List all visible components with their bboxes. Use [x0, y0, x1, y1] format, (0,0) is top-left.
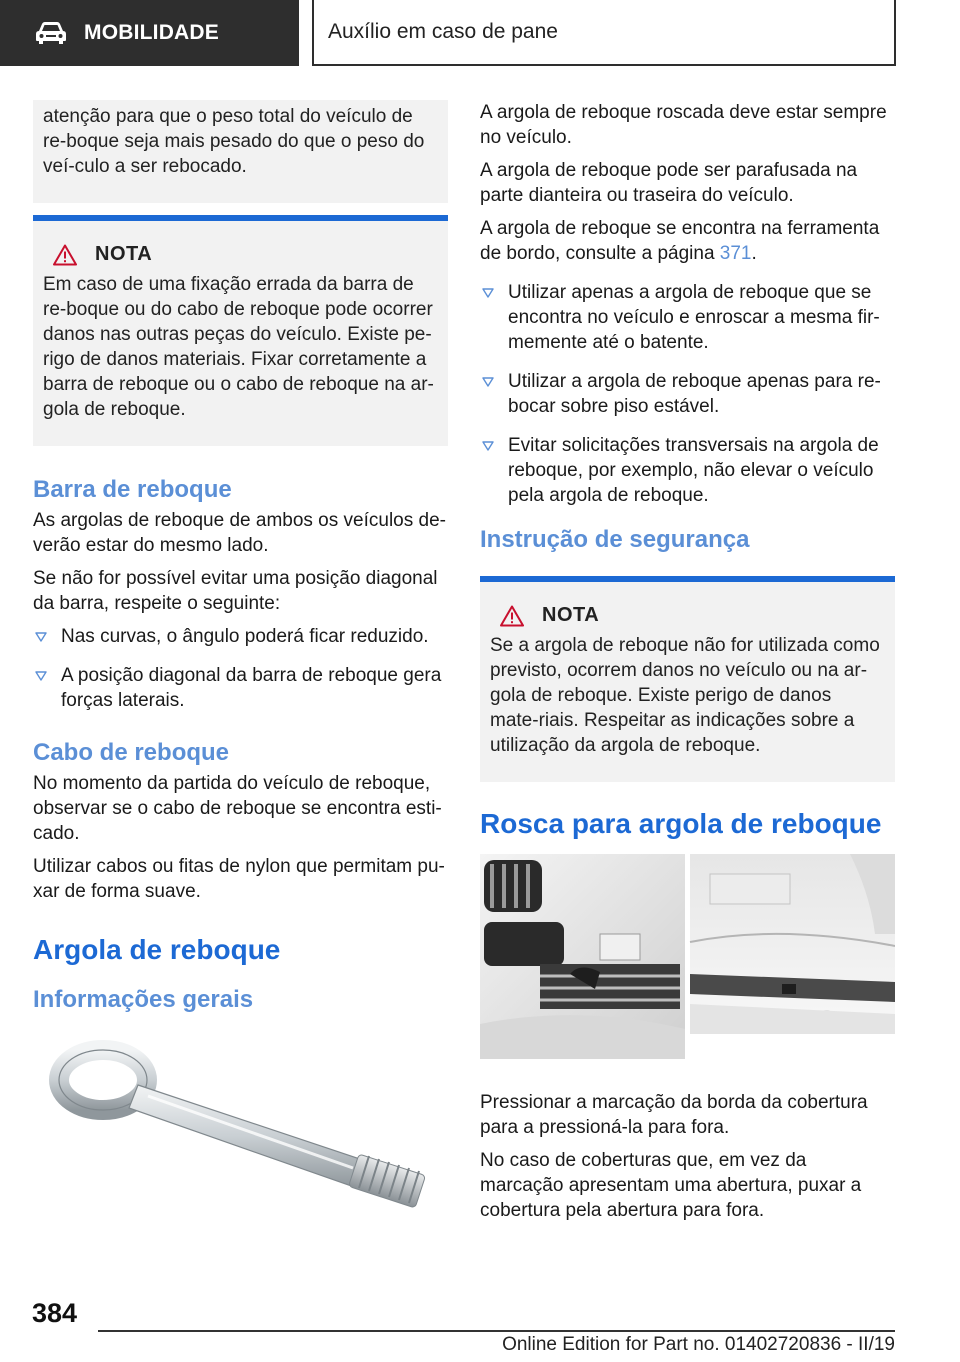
note-title: NOTA	[95, 243, 153, 265]
note-header	[43, 243, 438, 266]
heading-barra-de-reboque: Barra de reboque	[33, 476, 232, 503]
paragraph-text: A argola de reboque se encontra na ferramenta de bordo, consulte a página	[480, 218, 880, 264]
bullet-list	[480, 280, 895, 508]
footer-divider	[98, 1330, 895, 1332]
note-box	[33, 215, 448, 446]
paragraph: As argolas de reboque de ambos os veículos de-verão estar do mesmo lado.	[33, 510, 446, 556]
tow-hook-socket-image	[480, 854, 895, 1059]
paragraph-text: .	[751, 243, 757, 264]
heading-instrucao-de-seguranca: Instrução de segurança	[480, 526, 750, 553]
triangle-bullet-icon	[482, 441, 494, 451]
list-item-text: Utilizar apenas a argola de reboque que se encontra no veículo e enroscar a mesma fir-memente até o batente.	[508, 282, 880, 353]
bullet-list	[33, 624, 448, 713]
page-header	[0, 0, 960, 66]
list-item	[480, 280, 895, 355]
triangle-bullet-icon	[482, 288, 494, 298]
warning-icon	[53, 244, 77, 266]
heading-rosca-para-argola: Rosca para argola de reboque	[480, 808, 882, 839]
page-number: 384	[32, 1298, 78, 1328]
paragraph: No momento da partida do veículo de reboque, observar se o cabo de reboque se encontra esti-cado.	[33, 773, 442, 844]
paragraph: Pressionar a marcação da borda da cobertura para a pressioná-la para fora.	[480, 1092, 868, 1138]
tow-hook-image	[33, 1040, 448, 1260]
note-title: NOTA	[542, 604, 600, 626]
page-reference-link[interactable]: 371	[719, 243, 752, 264]
note-text: Se a argola de reboque não for utilizada como previsto, ocorrem danos no veículo ou na ar-gola de reboque. Existe perigo de danos mate-riais. Respeitar as indicações sobre a utilização da argola de reboque.	[490, 635, 880, 756]
list-item-text: A posição diagonal da barra de reboque gera forças laterais.	[61, 665, 442, 711]
chapter-label: MOBILIDADE	[84, 21, 219, 44]
car-icon	[34, 21, 68, 45]
paragraph: Utilizar cabos ou fitas de nylon que permitam pu-xar de forma suave.	[33, 856, 445, 902]
warning-icon	[500, 605, 524, 627]
list-item-text: Evitar solicitações transversais na argola de reboque, por exemplo, não elevar o veículo pela argola de reboque.	[508, 435, 879, 506]
list-item	[480, 369, 895, 419]
heading-informacoes-gerais: Informações gerais	[33, 986, 254, 1013]
note-header	[490, 604, 885, 627]
triangle-bullet-icon	[35, 671, 47, 681]
edition-note: Online Edition for Part no. 01402720836 - II/19	[502, 1334, 895, 1355]
triangle-bullet-icon	[35, 632, 47, 642]
list-item	[33, 663, 448, 713]
section-title: Auxílio em caso de pane	[312, 0, 896, 66]
list-item	[480, 433, 895, 508]
note-continuation: atenção para que o peso total do veículo de re-boque seja mais pesado do que o peso do veí-culo a ser rebocado.	[33, 100, 448, 203]
triangle-bullet-icon	[482, 377, 494, 387]
left-column	[33, 100, 448, 1265]
list-item-text: Nas curvas, o ângulo poderá ficar reduzido.	[61, 626, 429, 647]
note-text: Em caso de uma fixação errada da barra de re-boque ou do cabo de reboque pode ocorrer danos nas outras peças do veículo. Existe pe-rigo de danos materiais. Fixar corretamente a barra de reboque ou o cabo de reboque na ar-gola de reboque.	[43, 274, 434, 420]
heading-cabo-de-reboque: Cabo de reboque	[33, 739, 230, 766]
paragraph: No caso de coberturas que, em vez da marcação apresentam uma abertura, puxar a cobertura pela abertura para fora.	[480, 1150, 862, 1221]
list-item	[33, 624, 448, 649]
paragraph: A argola de reboque pode ser parafusada na parte dianteira ou traseira do veículo.	[480, 160, 858, 206]
list-item-text: Utilizar a argola de reboque apenas para re-bocar sobre piso estável.	[508, 371, 881, 417]
paragraph	[480, 216, 895, 266]
paragraph: Se não for possível evitar uma posição diagonal da barra, respeite o seguinte:	[33, 568, 438, 614]
chapter-tab	[0, 0, 299, 66]
note-box	[480, 576, 895, 782]
paragraph: A argola de reboque roscada deve estar sempre no veículo.	[480, 102, 887, 148]
right-column	[480, 100, 895, 1231]
heading-argola-de-reboque: Argola de reboque	[33, 934, 281, 965]
